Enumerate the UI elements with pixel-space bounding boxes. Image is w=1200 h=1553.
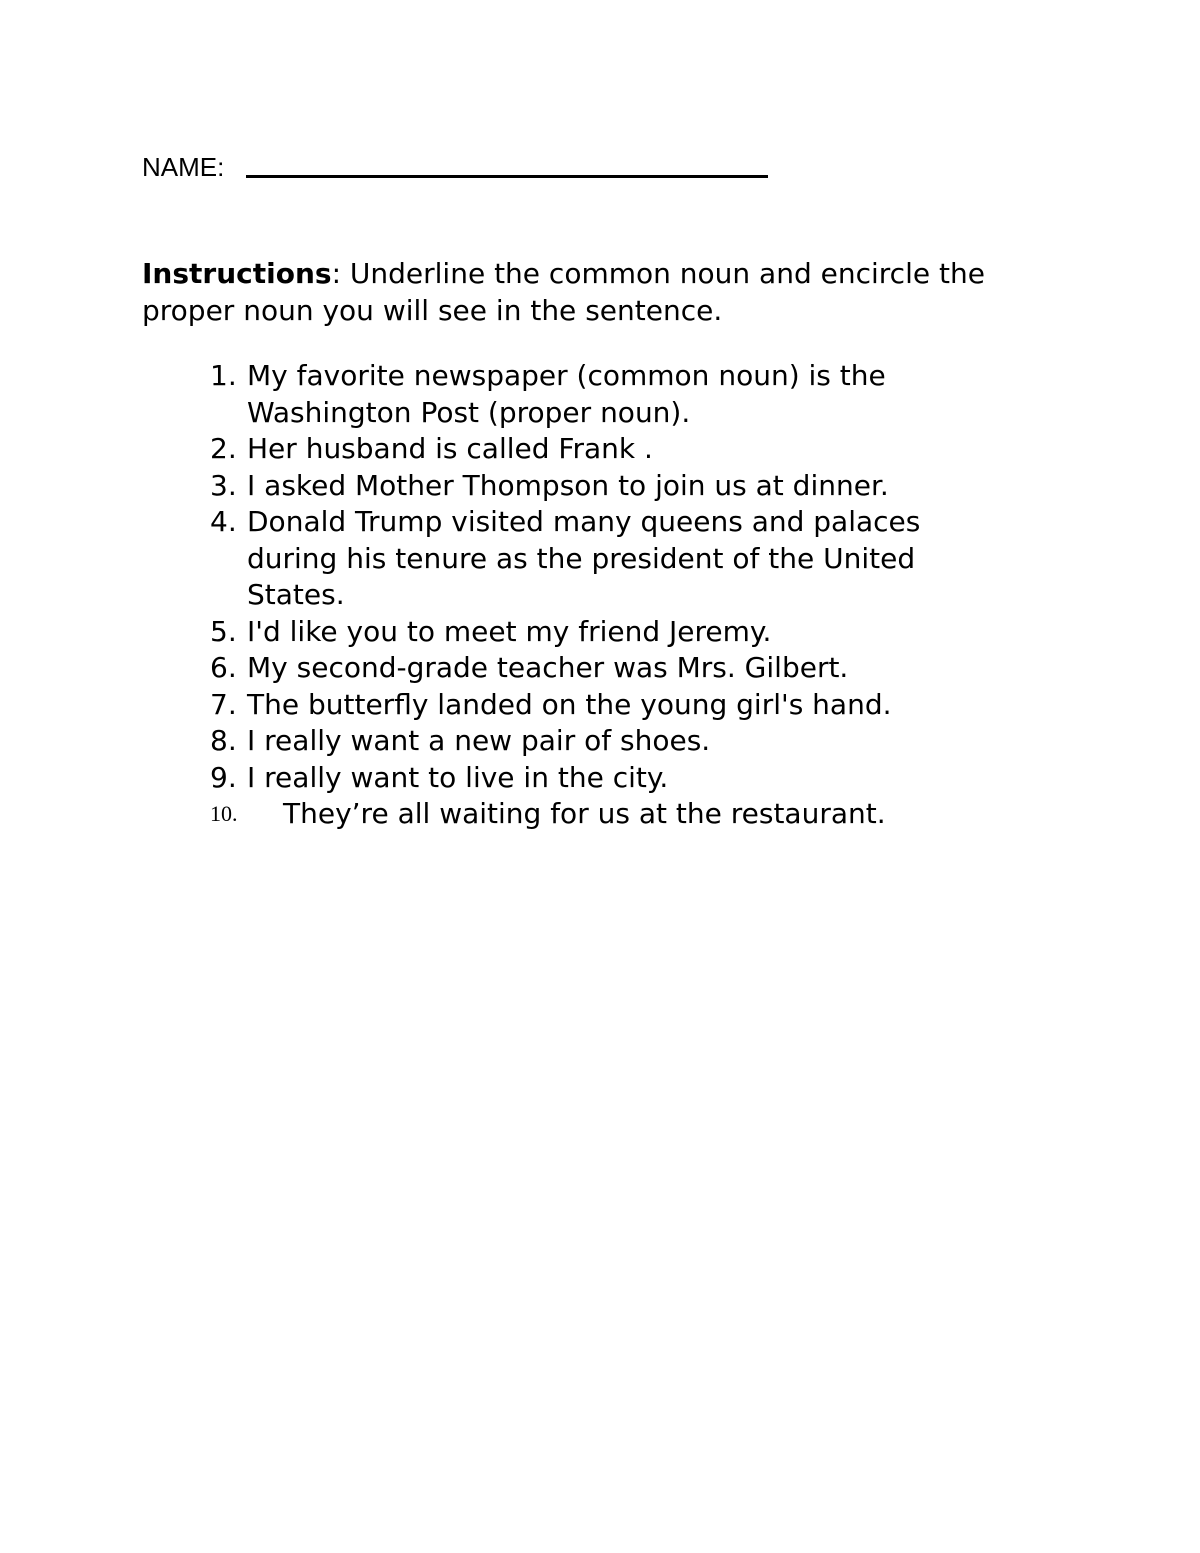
question-text: I asked Mother Thompson to join us at dinner. [247, 468, 889, 502]
question-item-10 [0, 796, 1017, 833]
question-number: 2. [210, 432, 237, 465]
question-number: 5. [210, 614, 237, 648]
question-text: My second-grade teacher was Mrs. Gilbert. [247, 651, 849, 684]
question-number: 9. [210, 760, 237, 794]
question-item-6 [0, 650, 1017, 687]
instructions-text: : Underline the common noun and encircle the proper noun you will see in the sentence. [142, 257, 985, 327]
question-text: Donald Trump visited many queens and palaces during his tenure as the president of the United States. [247, 505, 921, 611]
name-blank-line [246, 175, 768, 178]
question-number: 10. [210, 801, 238, 826]
question-number: 4. [210, 505, 237, 538]
name-label: NAME: [142, 152, 225, 182]
instructions-paragraph [142, 256, 1042, 329]
question-text: I'd like you to meet my friend Jeremy. [247, 614, 772, 648]
question-item-3 [0, 468, 1017, 505]
question-item-9 [0, 760, 1017, 797]
question-text: The butterfly landed on the young girl's hand. [247, 687, 892, 721]
question-text: I really want to live in the city. [247, 760, 669, 794]
question-number: 8. [210, 724, 237, 757]
name-field-row [142, 144, 768, 184]
question-number: 3. [210, 468, 237, 502]
question-text: I really want a new pair of shoes. [247, 724, 711, 757]
question-number: 6. [210, 651, 237, 684]
question-text: Her husband is called Frank . [247, 432, 653, 465]
question-item-7 [0, 687, 1017, 724]
question-item-1 [0, 358, 1017, 431]
question-item-2 [0, 431, 1017, 468]
question-item-8 [0, 723, 1017, 760]
question-item-4 [0, 504, 1017, 614]
question-text: My favorite newspaper (common noun) is the Washington Post (proper noun). [247, 359, 886, 429]
question-text: They’re all waiting for us at the restaurant. [283, 797, 886, 830]
question-list [0, 358, 1200, 833]
instructions-heading: Instructions [142, 257, 332, 290]
question-number: 1. [210, 359, 237, 392]
question-number: 7. [210, 687, 237, 721]
question-item-5 [0, 614, 1017, 651]
